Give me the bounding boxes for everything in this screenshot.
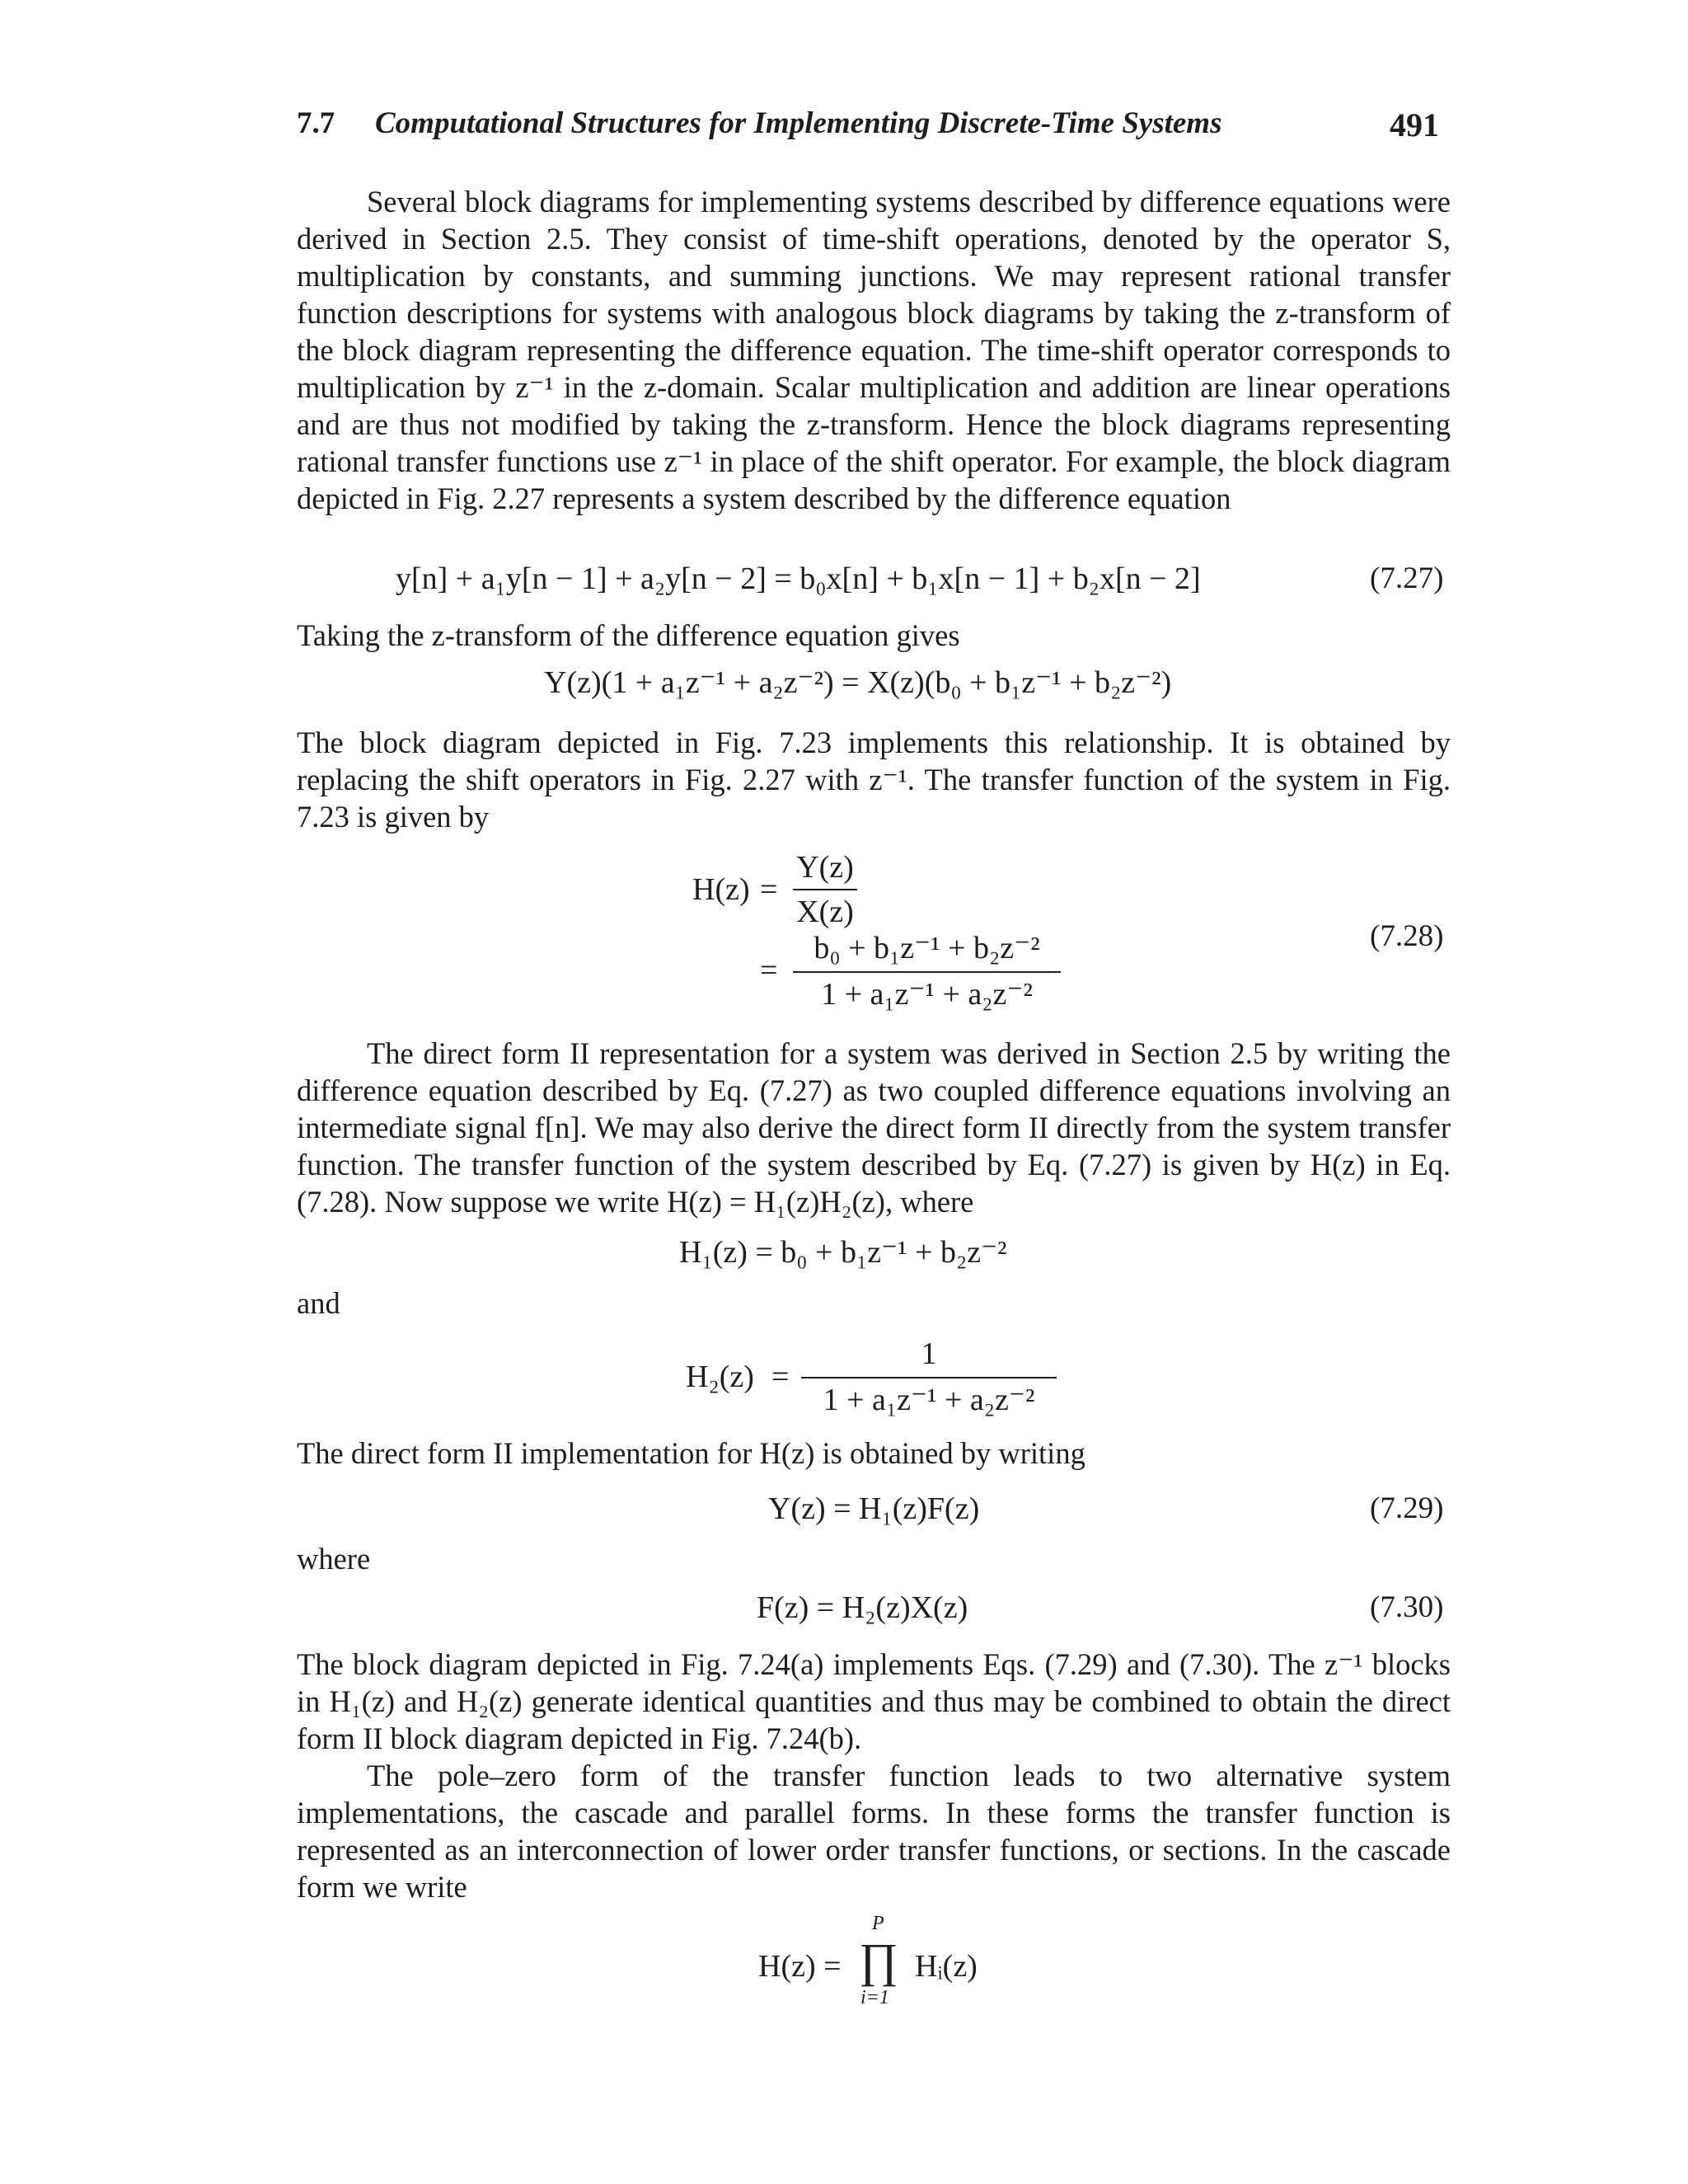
eq-prod-upper-limit: P	[872, 1913, 884, 1934]
paragraph-fig-7-24: The block diagram depicted in Fig. 7.24(a) implements Eqs. (7.29) and (7.30). The z⁻¹ blocks in H₁(z) and H₂(z) generate identical quantities and thus may be combined to obtain the direct form II block diagram depicted in Fig. 7.24(b).	[297, 1647, 1451, 1755]
equation-7-30: F(z) = H₂(z)X(z)	[757, 1590, 968, 1625]
paragraph-intro: Several block diagrams for implementing systems described by difference equations were derived in Section 2.5. They consist of time-shift operations, denoted by the operator S, multiplication by constants, and summing junctions. We may represent rational transfer function descriptions for systems with analogous block diagrams by taking the z-transform of the block diagram representing the difference equation. The time-shift operator corresponds to multiplication by z⁻¹ in the z-domain. Scalar multiplication and addition are linear operations and are thus not modified by taking the z-transform. Hence the block diagrams representing rational transfer functions use z⁻¹ in place of the shift operator. For example, the block diagram depicted in Fig. 2.27 represents a system described by the difference equation	[297, 185, 1451, 515]
eq728-fraction-bar-1	[793, 889, 857, 890]
eq728-lhs: H(z)	[692, 872, 750, 907]
eq728-numerator-2: b₀ + b₁z⁻¹ + b₂z⁻²	[814, 931, 1040, 965]
eqH2-lhs: H₂(z)	[686, 1360, 754, 1394]
equation-number-7-27: (7.27)	[1370, 561, 1444, 595]
product-symbol: ∏	[859, 1933, 898, 1987]
eq728-denominator-1: X(z)	[796, 895, 854, 929]
text-where: where	[297, 1542, 371, 1576]
eq728-equals-2: =	[760, 953, 778, 988]
page-number: 491	[1390, 106, 1439, 143]
equation-z-domain: Y(z)(1 + a₁z⁻¹ + a₂z⁻²) = X(z)(b₀ + b₁z⁻¹ + b₂z⁻²)	[544, 665, 1172, 700]
section-number: 7.7	[297, 106, 335, 140]
paragraph-direct-form-ii: The direct form II representation for a system was derived in Section 2.5 by writing the difference equation described by Eq. (7.27) as two coupled difference equations involving an intermediate signal f[n]. We may also derive the direct form II directly from the system transfer function. The transfer function of the system described by Eq. (7.27) is given by H(z) in Eq. (7.28). Now suppose we write H(z) = H₁(z)H₂(z), where	[297, 1036, 1451, 1219]
equation-number-7-30: (7.30)	[1370, 1590, 1444, 1624]
eq728-numerator-1: Y(z)	[796, 850, 854, 885]
eq-prod-lhs: H(z) =	[758, 1949, 842, 1984]
paragraph-z-transform-intro: Taking the z-transform of the difference equation gives	[297, 618, 960, 652]
equation-number-7-29: (7.29)	[1370, 1491, 1444, 1525]
eqH2-denominator: 1 + a₁z⁻¹ + a₂z⁻²	[823, 1383, 1035, 1417]
equation-number-7-28: (7.28)	[1370, 919, 1444, 953]
equation-7-29: Y(z) = H₁(z)F(z)	[768, 1491, 980, 1526]
text-and: and	[297, 1286, 340, 1320]
equation-h1: H₁(z) = b₀ + b₁z⁻¹ + b₂z⁻²	[679, 1235, 1007, 1270]
section-title: Computational Structures for Implementing Discrete-Time Systems	[375, 106, 1222, 140]
eq728-denominator-2: 1 + a₁z⁻¹ + a₂z⁻²	[821, 977, 1033, 1012]
paragraph-pole-zero: The pole–zero form of the transfer function leads to two alternative system implementations, the cascade and parallel forms. In these forms the transfer function is represented as an interconnection of lower order transfer functions, or sections. In the cascade form we write	[297, 1759, 1451, 1904]
paragraph-implementation: The direct form II implementation for H(z) is obtained by writing	[297, 1436, 1085, 1470]
equation-7-27: y[n] + a₁y[n − 1] + a₂y[n − 2] = b₀x[n] + b₁x[n − 1] + b₂x[n − 2]	[396, 561, 1201, 596]
eq728-fraction-bar-2	[793, 971, 1061, 973]
eqH2-equals: =	[771, 1360, 790, 1394]
eq728-equals-1: =	[760, 872, 778, 907]
eq-prod-rhs: Hᵢ(z)	[915, 1949, 978, 1984]
eqH2-numerator: 1	[921, 1336, 937, 1371]
paragraph-fig-7-23: The block diagram depicted in Fig. 7.23 implements this relationship. It is obtained by replacing the shift operators in Fig. 2.27 with z⁻¹. The transfer function of the system in Fig. 7.23 is given by	[297, 726, 1451, 834]
eqH2-fraction-bar	[801, 1377, 1057, 1379]
eq-prod-lower-limit: i=1	[860, 1987, 889, 2008]
